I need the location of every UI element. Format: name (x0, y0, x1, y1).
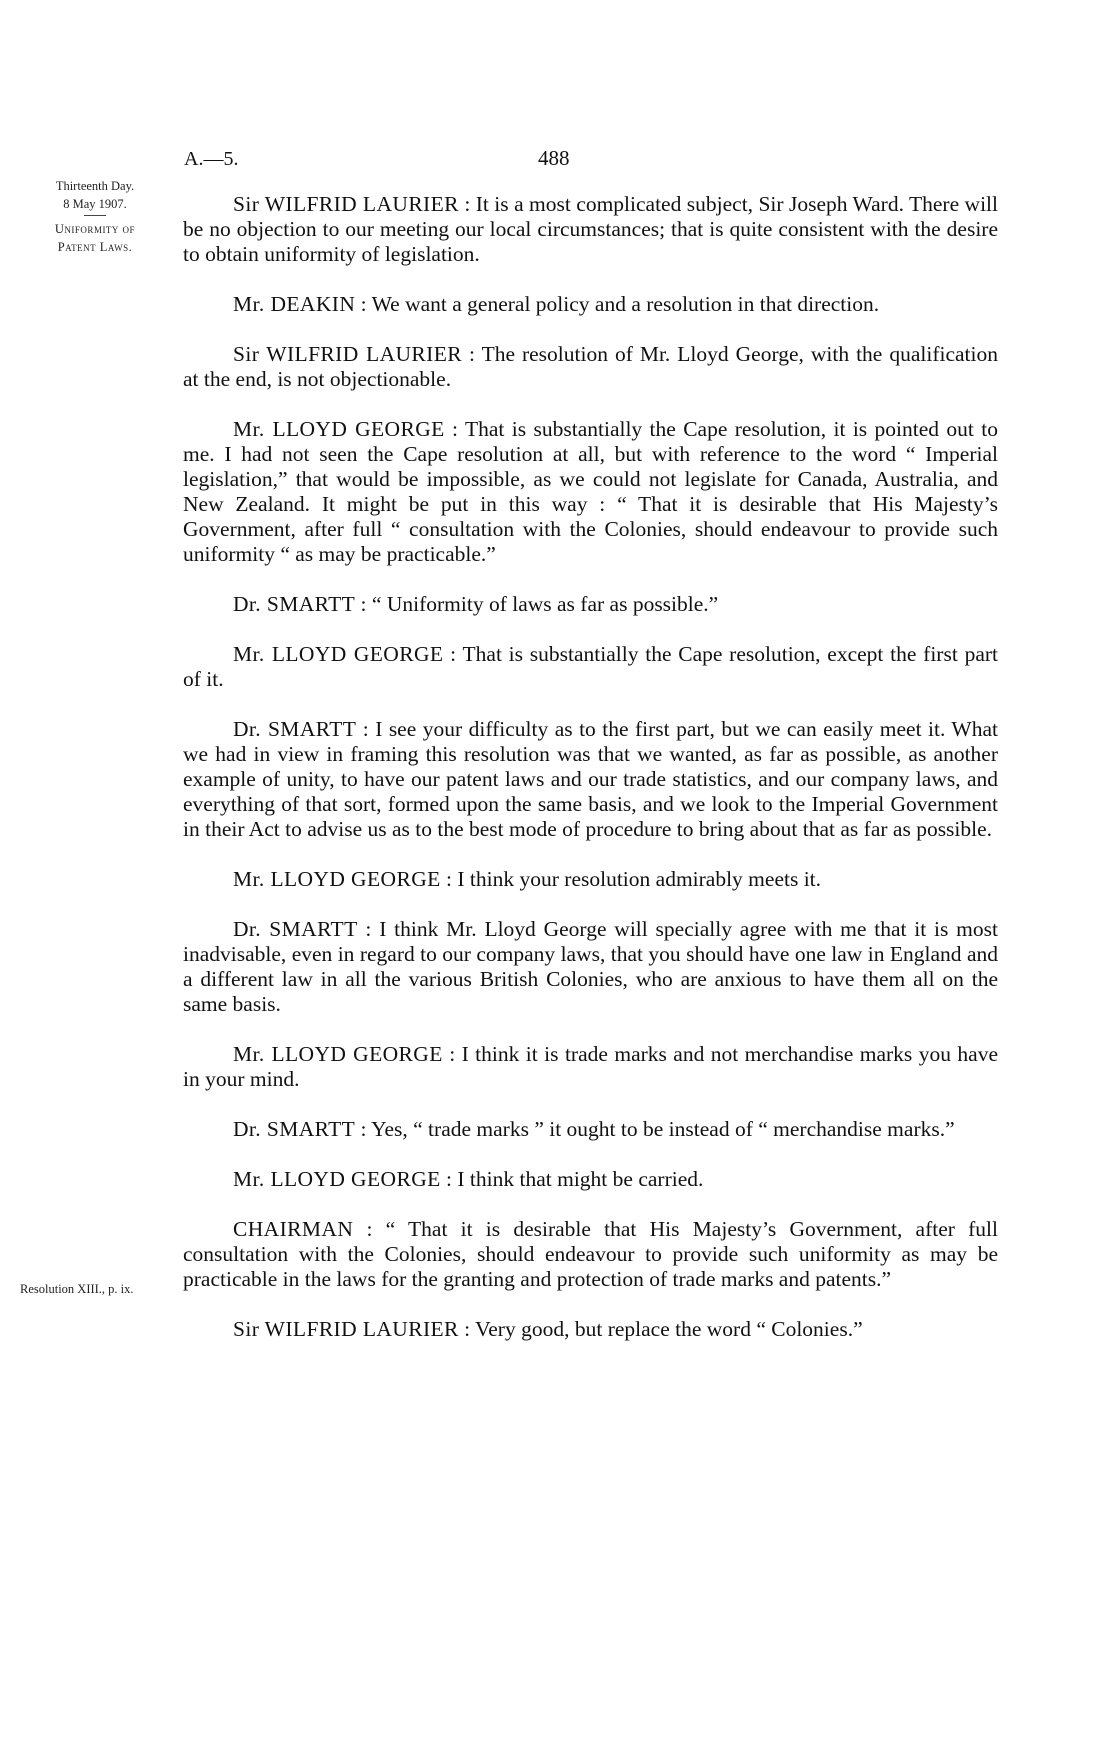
paragraph: Dr. SMARTT : I see your difficulty as to the first part, but we can easily meet it. What we had in view in framing this resolution was that we wanted, as far as possible, as another example of unity, to have our patent laws and our trade statistics, and our company laws, and everything of that sort, formed upon the same basis, and we look to the Imperial Government in their Act to advise us as to the best mode of procedure to bring about that as far as possible. (183, 717, 998, 841)
paragraph: Sir WILFRID LAURIER : It is a most complicated subject, Sir Joseph Ward. There will be no objection to our meeting our local circumstances; that is quite consistent with the desire to obtain uniformity of legislation. (183, 192, 999, 266)
paragraph-text: I think Mr. Lloyd George will specially agree with me that it is most inadvisable, even in regard to our company laws, that you should have one law in England and a different law in all the various British Colonies, who are anxious to have them all on the same basis. (183, 917, 998, 1016)
paragraph: CHAIRMAN : “ That it is desirable that His Majesty’s Government, after full consultation with the Colonies, should endeavour to provide such uniformity as may be practicable in the laws for the granting and protection of trade marks and patents.” (183, 1217, 999, 1291)
speaker-name: Mr. LLOYD GEORGE (233, 1167, 441, 1191)
paragraph: Mr. LLOYD GEORGE : I think it is trade marks and not merchandise marks you have in your mind. (183, 1042, 998, 1091)
document-reference: A.—5. (184, 148, 239, 170)
speaker-name: Sir WILFRID LAURIER (233, 192, 459, 216)
paragraph-text: That is substantially the Cape resolution, it is pointed out to me. I had not seen the Cape resolution at all, but with reference to the word “ Imperial legislation,” that would be impossible, as we could not legislate for Canada, Australia, and New Zealand. It might be put in this way : “ That it is desirable that His Majesty’s Government, after full “ consultation with the Colonies, should endeavour to provide such uniformity “ as may be practicable.” (183, 417, 998, 566)
speaker-name: Dr. SMARTT (233, 1117, 356, 1141)
paragraph-text: Yes, “ trade marks ” it ought to be instead of “ merchandise marks.” (371, 1117, 955, 1141)
speaker-name: Mr. DEAKIN (233, 292, 356, 316)
paragraph: Mr. DEAKIN : We want a general policy and a resolution in that direction. (233, 292, 880, 316)
speaker-name: CHAIRMAN (233, 1217, 354, 1241)
paragraph: Sir WILFRID LAURIER : Very good, but replace the word “ Colonies.” (233, 1317, 863, 1341)
speaker-name: Sir WILFRID LAURIER (233, 1317, 459, 1341)
speaker-name: Sir WILFRID LAURIER (233, 342, 462, 366)
paragraph: Mr. LLOYD GEORGE : That is substantially the Cape resolution, except the first part of it. (183, 642, 998, 691)
paragraph-text: The resolution of Mr. Lloyd George, with the qualification at the end, is not objectionable. (183, 342, 998, 391)
paragraph-text: I see your difficulty as to the first part, but we can easily meet it. What we had in view in framing this resolution was that we wanted, as far as possible, as another example of unity, to have our patent laws and our trade statistics, and our company laws, and everything of that sort, formed upon the same basis, and we look to the Imperial Government in their Act to advise us as to the best mode of procedure to bring about that as far as possible. (183, 717, 998, 841)
paragraph: Mr. LLOYD GEORGE : I think that might be carried. (233, 1167, 704, 1191)
margin-note-session (20, 177, 170, 256)
paragraph-text: I think your resolution admirably meets it. (457, 867, 822, 891)
paragraph: Sir WILFRID LAURIER : The resolution of Mr. Lloyd George, with the qualification at the end, is not objectionable. (183, 342, 998, 391)
speaker-name: Dr. SMARTT (233, 592, 356, 616)
paragraph: Dr. SMARTT : Yes, “ trade marks ” it ought to be instead of “ merchandise marks.” (233, 1117, 955, 1141)
paragraph: Dr. SMARTT : “ Uniformity of laws as far as possible.” (233, 592, 719, 616)
speaker-name: Mr. LLOYD GEORGE (233, 1042, 443, 1066)
margin-note-date: 8 May 1907. (63, 197, 127, 211)
paragraph-text: We want a general policy and a resolution in that direction. (371, 292, 880, 316)
paragraph: Dr. SMARTT : I think Mr. Lloyd George will specially agree with me that it is most inadvisable, even in regard to our company laws, that you should have one law in England and a different law in all the various British Colonies, who are anxious to have them all on the same basis. (183, 917, 998, 1016)
paragraph-text: I think it is trade marks and not merchandise marks you have in your mind. (183, 1042, 998, 1091)
transcript-body (183, 192, 998, 1367)
speaker-name: Mr. LLOYD GEORGE (233, 642, 444, 666)
margin-note-day: Thirteenth Day. (55, 179, 135, 193)
page-number: 488 (538, 146, 570, 170)
speaker-name: Mr. LLOYD GEORGE (233, 417, 445, 441)
paragraph-text: I think that might be carried. (457, 1167, 704, 1191)
speaker-name: Dr. SMARTT (233, 917, 358, 941)
paragraph: Mr. LLOYD GEORGE : That is substantially the Cape resolution, it is pointed out to me. I had not seen the Cape resolution at all, but with reference to the word “ Imperial legislation,” that would be impossible, as we could not legislate for Canada, Australia, and New Zealand. It might be put in this way : “ That it is desirable that His Majesty’s Government, after full “ consultation with the Colonies, should endeavour to provide such uniformity “ as may be practicable.” (183, 417, 998, 566)
paragraph-text: “ That it is desirable that His Majesty’s Government, after full consultation with the Colonies, should endeavour to provide such uniformity as may be practicable in the laws for the granting and protection of trade marks and patents.” (183, 1217, 999, 1291)
margin-note-topic: Uniformity of Patent Laws. (54, 222, 136, 254)
paragraph-text: That is substantially the Cape resolution, except the first part of it. (183, 642, 998, 691)
paragraph-text: “ Uniformity of laws as far as possible.” (371, 592, 719, 616)
speaker-name: Mr. LLOYD GEORGE (233, 867, 441, 891)
margin-divider (84, 215, 106, 216)
paragraph-text: Very good, but replace the word “ Colonies.” (475, 1317, 863, 1341)
paragraph-text: It is a most complicated subject, Sir Joseph Ward. There will be no objection to our meeting our local circumstances; that is quite consistent with the desire to obtain uniformity of legislation. (183, 192, 999, 266)
paragraph: Mr. LLOYD GEORGE : I think your resolution admirably meets it. (233, 867, 822, 891)
speaker-name: Dr. SMARTT (233, 717, 357, 741)
margin-note-resolution: Resolution XIII., p. ix. (20, 1282, 134, 1296)
